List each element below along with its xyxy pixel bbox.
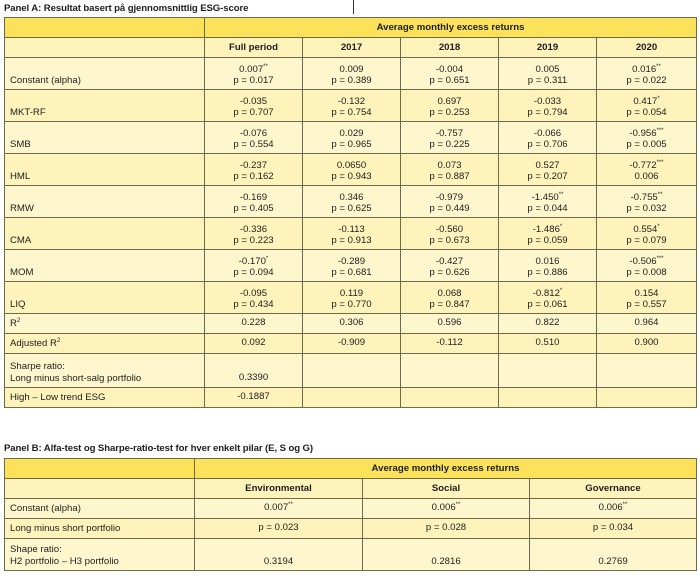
coef-value: 0.154: [634, 288, 659, 299]
table-cell: [205, 154, 303, 186]
coefficient: [307, 225, 396, 236]
coefficient: [601, 225, 692, 236]
p-value: p = 0.913: [331, 234, 372, 246]
table-cell: [205, 90, 303, 122]
significance-stars: *: [657, 96, 660, 102]
row-label-line1: Sharpe ratio:: [10, 361, 65, 372]
coef-value: 0.068: [437, 288, 462, 299]
coefficient: [209, 193, 298, 204]
p-value: p = 0.389: [331, 74, 372, 86]
table-row: [5, 282, 697, 314]
table-cell: [205, 186, 303, 218]
coef-value: -0.772: [629, 160, 657, 171]
significance-stars: ***: [656, 128, 664, 134]
column-header: 2020: [597, 38, 697, 58]
coef-value: -0.132: [337, 96, 366, 107]
table-cell: [303, 122, 401, 154]
row-label: [5, 334, 205, 354]
coef-value: -0.095: [239, 288, 268, 299]
coefficient: [601, 161, 692, 172]
significance-stars: *: [559, 224, 563, 230]
shape-ratio-row: [5, 539, 697, 571]
row-label: [5, 354, 205, 388]
coef-value: -0.427: [435, 256, 464, 267]
coefficient: [503, 257, 592, 268]
table-row: [5, 218, 697, 250]
coef-value: 0.016: [535, 256, 560, 267]
row-label: CMA: [5, 218, 205, 250]
coefficient: [405, 97, 494, 108]
row-label: MOM: [5, 250, 205, 282]
p-value: p = 0.887: [429, 170, 470, 182]
column-header: Full period: [205, 38, 303, 58]
coefficient: [307, 65, 396, 76]
table-cell: [303, 90, 401, 122]
significance-stars: **: [622, 502, 628, 509]
coef-value: -0.237: [239, 160, 268, 171]
table-cell: [597, 218, 697, 250]
header-blank: [5, 38, 205, 58]
coefficient: [209, 97, 298, 108]
table-cell: [597, 122, 697, 154]
table-cell: [597, 90, 697, 122]
row-label: High – Low trend ESG: [5, 388, 205, 408]
column-header: 2019: [499, 38, 597, 58]
coef-value: 0.007: [264, 502, 289, 514]
table-cell: [303, 154, 401, 186]
p-value: p = 0.017: [233, 74, 274, 86]
table-cell: [597, 154, 697, 186]
coefficient: [209, 65, 298, 76]
coef-value: -0.336: [239, 224, 268, 235]
table-cell: 0.092: [205, 334, 303, 354]
coef-value: 0.016: [632, 64, 657, 75]
header-blank: [5, 479, 195, 499]
coefficient: [503, 193, 592, 204]
coefficient: [405, 289, 494, 300]
row-label: RMW: [5, 186, 205, 218]
banner-blank: [5, 18, 205, 38]
coef-value: -0.812: [532, 288, 560, 299]
table-row: [5, 58, 697, 90]
table-cell: [205, 250, 303, 282]
table-cell: [205, 218, 303, 250]
p-value: p = 0.625: [331, 202, 372, 214]
row-label: Constant (alpha): [5, 58, 205, 90]
coef-value: 0.346: [339, 192, 364, 203]
table-cell: [303, 58, 401, 90]
table-cell: -0.112: [401, 334, 499, 354]
table-cell: 0.3194: [195, 539, 363, 571]
adjusted-r-squared-row: [5, 334, 697, 354]
coefficient: [209, 129, 298, 140]
coef-value: -0.113: [338, 224, 365, 235]
row-label-text: Adjusted R: [10, 338, 57, 349]
table-cell: [303, 186, 401, 218]
p-value: p = 0.886: [527, 266, 568, 278]
table-cell: p = 0.028: [363, 519, 530, 539]
p-value: p = 0.434: [233, 298, 274, 310]
p-value: p = 0.651: [429, 74, 470, 86]
row-label-line2: Long minus short-salg portfolio: [10, 373, 142, 384]
column-header: Governance: [530, 479, 697, 499]
table-cell: [499, 218, 597, 250]
significance-stars: **: [657, 192, 663, 198]
p-value: p = 0.794: [527, 106, 568, 118]
empty-cell: [499, 388, 597, 408]
table-cell: [303, 282, 401, 314]
table-cell: [303, 250, 401, 282]
table-cell: [499, 58, 597, 90]
table-row: [5, 186, 697, 218]
coef-value: -0.755: [630, 192, 658, 203]
coefficient: [503, 225, 592, 236]
banner-row: [5, 459, 697, 479]
table-cell: 0.900: [597, 334, 697, 354]
coefficient: [601, 289, 692, 300]
significance-stars: **: [558, 192, 564, 198]
table-row: [5, 90, 697, 122]
p-value: p = 0.079: [626, 234, 667, 246]
panel-a-title: Panel A: Resultat basert på gjennomsnittlig ESG-score: [4, 3, 249, 14]
p-value: p = 0.061: [527, 298, 568, 310]
table-cell: [499, 186, 597, 218]
coef-value: -0.035: [239, 96, 268, 107]
table-cell: 0.3390: [205, 354, 303, 388]
significance-stars: **: [656, 64, 661, 70]
table-cell: [597, 282, 697, 314]
empty-cell: [597, 388, 697, 408]
coefficient: [307, 97, 396, 108]
coefficient: [307, 289, 396, 300]
table-cell: [401, 250, 499, 282]
coefficient: [405, 129, 494, 140]
p-value: p = 0.044: [527, 202, 568, 214]
significance-stars: *: [657, 224, 660, 230]
significance-stars: ***: [656, 160, 664, 166]
banner-title: Average monthly excess returns: [205, 18, 697, 38]
table-cell: p = 0.034: [530, 519, 697, 539]
coefficient: [601, 65, 692, 76]
row-label-sup: 2: [16, 318, 21, 324]
table-cell: [205, 58, 303, 90]
table-cell: [363, 499, 530, 519]
coef-value: 0.417: [633, 96, 658, 107]
coefficient: [601, 129, 692, 140]
coefficient: [209, 161, 298, 172]
p-value: p = 0.943: [331, 170, 372, 182]
empty-cell: [303, 388, 401, 408]
p-value: p = 0.673: [429, 234, 470, 246]
p-value: p = 0.022: [626, 74, 667, 86]
significance-stars: **: [455, 502, 461, 509]
table-cell: [499, 90, 597, 122]
table-cell: [499, 154, 597, 186]
table-cell: [597, 186, 697, 218]
p-value: p = 0.225: [429, 138, 470, 150]
row-label-text: R: [10, 318, 17, 329]
row-label: Long minus short portfolio: [5, 519, 195, 539]
coef-value: -0.506: [629, 256, 657, 267]
coef-value: -0.956: [629, 128, 657, 139]
row-label: SMB: [5, 122, 205, 154]
coef-value: 0.029: [339, 128, 364, 139]
empty-cell: [401, 388, 499, 408]
row-label: [5, 539, 195, 571]
p-value: p = 0.770: [331, 298, 372, 310]
long-short-row: [5, 519, 697, 539]
empty-cell: [303, 354, 401, 388]
empty-cell: [597, 354, 697, 388]
constant-row: [5, 499, 697, 519]
divider: [353, 0, 354, 14]
banner-blank: [5, 459, 195, 479]
row-label: Constant (alpha): [5, 499, 195, 519]
table-cell: -0.909: [303, 334, 401, 354]
coef-value: -0.560: [435, 224, 464, 235]
coefficient: [405, 193, 494, 204]
table-cell: 0.306: [303, 314, 401, 334]
row-label: LIQ: [5, 282, 205, 314]
coefficient: [405, 161, 494, 172]
table-cell: [597, 250, 697, 282]
table-cell: 0.2769: [530, 539, 697, 571]
significance-stars: *: [265, 256, 269, 262]
coef-value: 0.006: [598, 502, 623, 514]
p-value: p = 0.253: [429, 106, 470, 118]
coefficient: [503, 289, 592, 300]
p-value: p = 0.449: [429, 202, 470, 214]
coefficient: [209, 225, 298, 236]
coef-value: 0.0650: [336, 160, 367, 171]
coefficient: [405, 65, 494, 76]
column-header: Social: [363, 479, 530, 499]
table-cell: [401, 122, 499, 154]
table-cell: 0.964: [597, 314, 697, 334]
table-cell: [499, 282, 597, 314]
row-label: HML: [5, 154, 205, 186]
table-cell: [205, 122, 303, 154]
p-value: p = 0.054: [626, 106, 667, 118]
table-cell: 0.2816: [363, 539, 530, 571]
coef-value: -0.033: [533, 96, 562, 107]
coef-value: 0.527: [535, 160, 560, 171]
p-value: p = 0.847: [429, 298, 470, 310]
table-row: [5, 250, 697, 282]
coef-value: -0.004: [435, 64, 464, 75]
row-label-line1: Shape ratio:: [10, 544, 62, 555]
r-squared-row: [5, 314, 697, 334]
p-value: p = 0.032: [626, 202, 667, 214]
table-cell: 0.596: [401, 314, 499, 334]
row-label-sup: 2: [56, 338, 61, 344]
table-cell: [499, 122, 597, 154]
p-value: p = 0.094: [233, 266, 274, 278]
p-value: p = 0.554: [233, 138, 274, 150]
p-value: p = 0.706: [527, 138, 568, 150]
table-row: [5, 122, 697, 154]
coefficient: [405, 225, 494, 236]
table-cell: 0.822: [499, 314, 597, 334]
p-value: p = 0.162: [233, 170, 274, 182]
coef-value: 0.697: [437, 96, 462, 107]
row-label-line2: H2 portfolio – H3 portfolio: [10, 556, 119, 567]
table-cell: [401, 90, 499, 122]
table-cell: p = 0.023: [195, 519, 363, 539]
coefficient: [503, 65, 592, 76]
table-cell: [401, 218, 499, 250]
table-cell: [499, 250, 597, 282]
table-cell: [401, 282, 499, 314]
coef-value: -0.757: [435, 128, 464, 139]
coefficient: [503, 97, 592, 108]
p-value: p = 0.754: [331, 106, 372, 118]
banner-row: [5, 18, 697, 38]
coef-value: -0.076: [239, 128, 268, 139]
coef-value: -1.450: [531, 192, 559, 203]
coef-value: 0.005: [535, 64, 560, 75]
row-label: [5, 314, 205, 334]
p-value: p = 0.223: [233, 234, 274, 246]
coef-value: 0.073: [437, 160, 462, 171]
significance-stars: **: [288, 502, 293, 509]
coefficient: [601, 257, 692, 268]
table-cell: 0.228: [205, 314, 303, 334]
table-row: [5, 154, 697, 186]
coef-value: -0.979: [435, 192, 464, 203]
p-value: p = 0.008: [626, 266, 667, 278]
table-cell: [401, 58, 499, 90]
significance-stars: **: [263, 64, 268, 70]
panel-b-title: Panel B: Alfa-test og Sharpe-ratio-test for hver enkelt pilar (E, S og G): [4, 443, 313, 454]
significance-stars: *: [559, 288, 563, 294]
sharpe-row: [5, 354, 697, 388]
table-cell: [303, 218, 401, 250]
coefficient: [307, 129, 396, 140]
coef-value: 0.119: [339, 288, 364, 299]
coef-value: -0.170: [238, 256, 266, 267]
panel-b-table: [4, 458, 697, 571]
coefficient: [307, 161, 396, 172]
coef-value: 0.009: [339, 64, 364, 75]
coefficient: [601, 97, 692, 108]
coefficient: [209, 257, 298, 268]
banner-title: Average monthly excess returns: [195, 459, 697, 479]
coef-value: -1.486: [532, 224, 560, 235]
column-header: Environmental: [195, 479, 363, 499]
p-value: p = 0.311: [527, 74, 568, 86]
coef-value: -0.289: [337, 256, 366, 267]
table-cell: [401, 154, 499, 186]
coef-value: 0.007: [239, 64, 264, 75]
coefficient: [503, 129, 592, 140]
p-value: p = 0.707: [233, 106, 274, 118]
p-value: p = 0.965: [331, 138, 372, 150]
coefficient: [601, 193, 692, 204]
p-value: p = 0.557: [626, 298, 667, 310]
coefficient: [307, 257, 396, 268]
empty-cell: [499, 354, 597, 388]
header-row: [5, 38, 697, 58]
coef-value: 0.554: [633, 224, 658, 235]
coefficient: [209, 289, 298, 300]
coefficient: [503, 161, 592, 172]
table-cell: [205, 282, 303, 314]
column-header: 2018: [401, 38, 499, 58]
row-label: MKT-RF: [5, 90, 205, 122]
p-value: p = 0.059: [527, 234, 568, 246]
table-cell: -0.1887: [205, 388, 303, 408]
coefficient: [307, 193, 396, 204]
table-cell: 0.510: [499, 334, 597, 354]
p-value: p = 0.626: [429, 266, 470, 278]
significance-stars: ***: [656, 256, 664, 262]
p-value: p = 0.681: [331, 266, 372, 278]
coef-value: -0.169: [239, 192, 268, 203]
coefficient: [405, 257, 494, 268]
column-header: 2017: [303, 38, 401, 58]
p-value: p = 0.405: [233, 202, 274, 214]
empty-cell: [401, 354, 499, 388]
trend-row: [5, 388, 697, 408]
coef-value: -0.066: [533, 128, 562, 139]
coef-value: 0.006: [431, 502, 456, 514]
table-cell: [597, 58, 697, 90]
table-cell: [195, 499, 363, 519]
p-value: p = 0.207: [527, 170, 568, 182]
panel-a-table: [4, 17, 697, 408]
p-value: p = 0.005: [626, 138, 667, 150]
table-cell: [530, 499, 697, 519]
header-row: [5, 479, 697, 499]
p-value: 0.006: [634, 170, 659, 182]
table-cell: [401, 186, 499, 218]
